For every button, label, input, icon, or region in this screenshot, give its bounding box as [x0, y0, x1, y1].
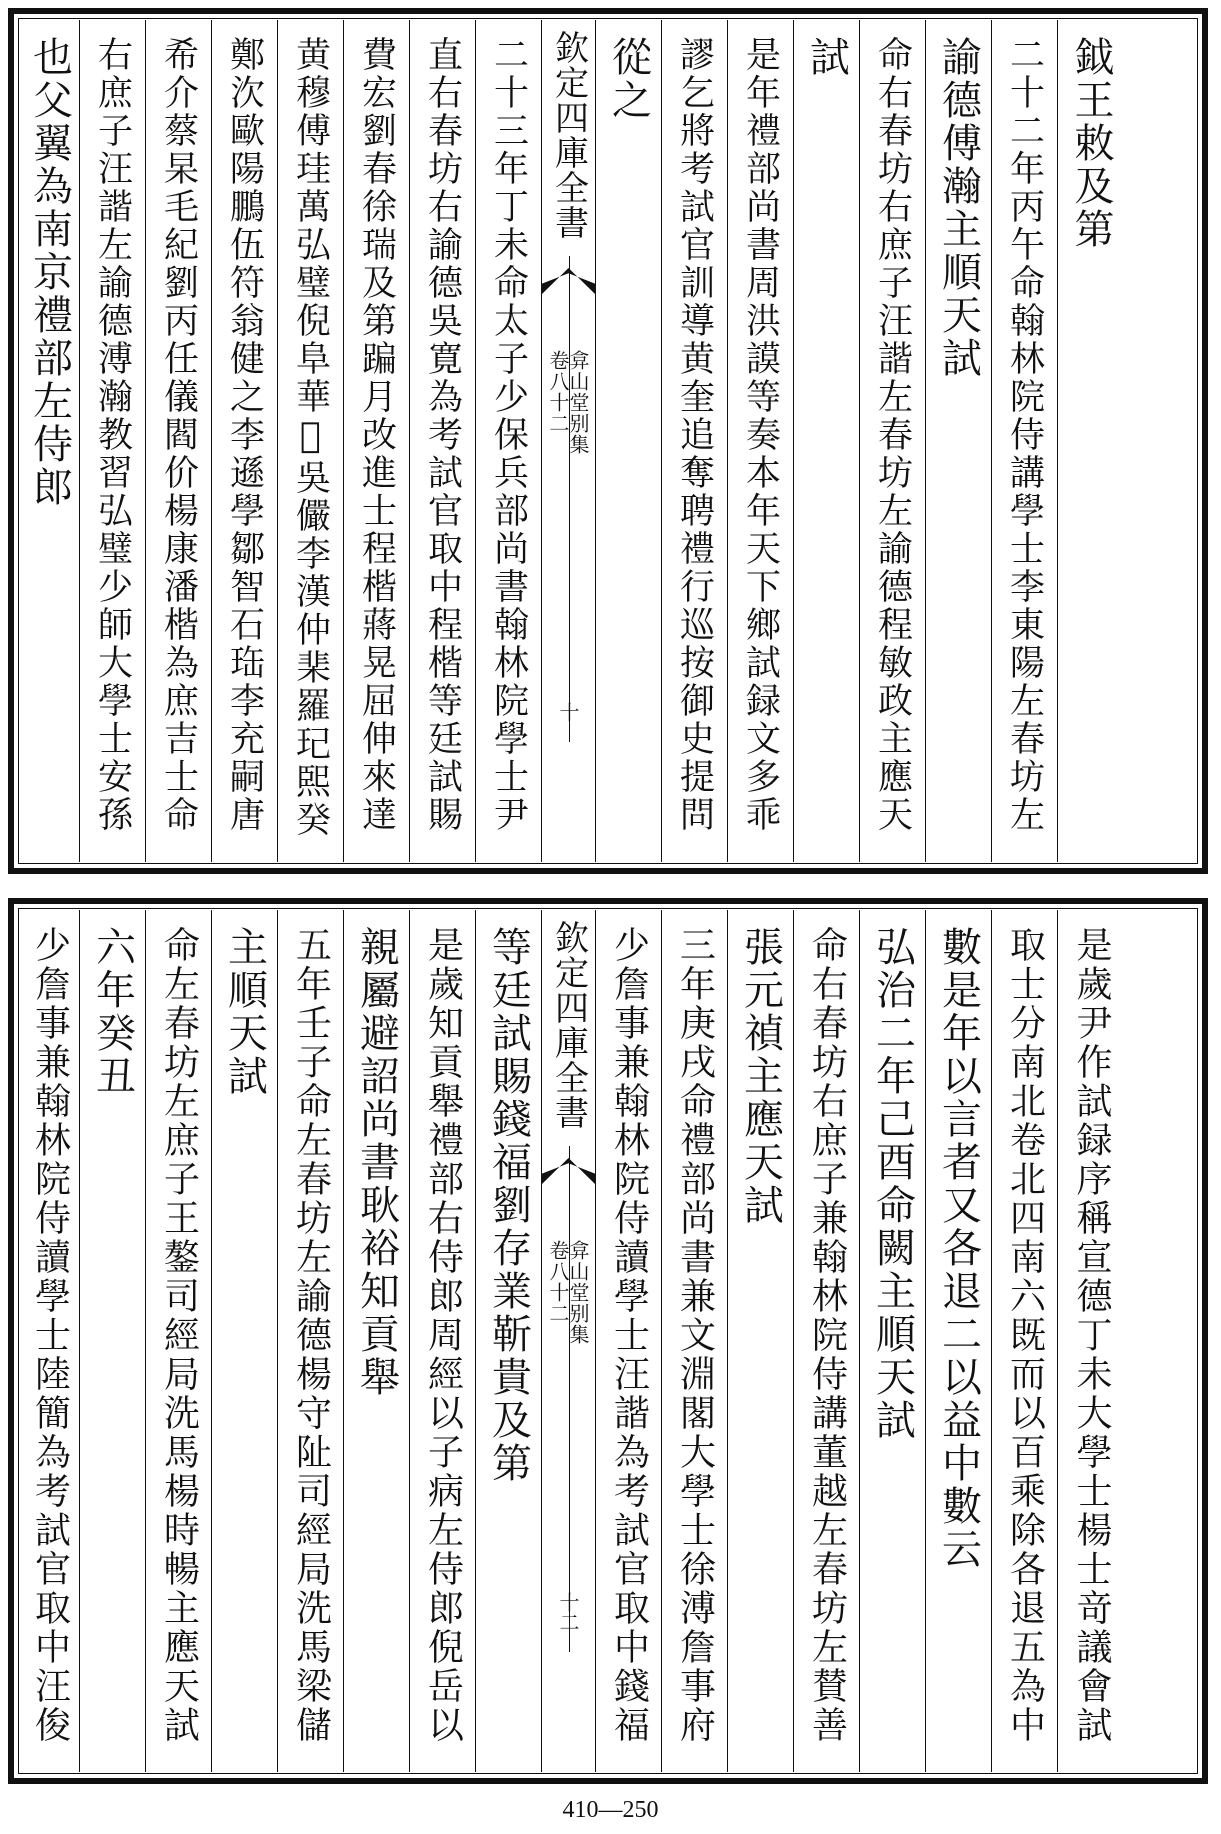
text-column	[476, 910, 542, 1772]
column-text: 希介蔡杲毛紀劉丙任儀閻价楊康潘楷為庶吉士命	[158, 36, 199, 834]
column-text: 數是年以言者又各退二以益中數云	[935, 926, 982, 1571]
text-column	[860, 20, 926, 862]
text-column	[80, 910, 146, 1772]
text-column	[344, 910, 410, 1772]
column-text: 張元禎主應天試	[737, 926, 784, 1227]
spine-book-title: 弇山堂别集	[566, 350, 590, 455]
spine-center-line	[569, 1146, 570, 1652]
text-column	[1058, 20, 1124, 862]
column-text: 二十二年丙午命翰林院侍講學士李東陽左春坊左	[1004, 36, 1045, 834]
spine-page-number: 十二	[556, 1592, 580, 1632]
column-text: 謬乞將考試官訓導黄奎追奪聘禮行巡按御史提問	[674, 36, 715, 834]
text-column	[212, 910, 278, 1772]
column-text: 右庶子汪諧左諭德溥瀚教習弘璧少師大學士安孫	[92, 36, 133, 834]
bottom-page-panel	[8, 898, 1208, 1784]
text-column	[662, 20, 728, 862]
column-text: 黄穆傅珪萬弘璧倪阜華𦒿吳儼李漢仲棐羅玘𤋮癸	[290, 36, 331, 839]
text-column	[992, 20, 1058, 862]
text-column	[278, 20, 344, 862]
text-column	[728, 910, 794, 1772]
text-column	[794, 20, 860, 862]
top-page-panel	[8, 8, 1208, 874]
center-spine	[542, 20, 596, 862]
column-text: 鉞王敕及第	[1068, 36, 1114, 251]
text-column	[278, 910, 344, 1772]
column-text: 命右春坊右庶子汪諧左春坊左諭德程敏政主應天	[872, 36, 913, 834]
text-column	[410, 910, 476, 1772]
column-text: 是歲尹作試録序稱宣德丁未大學士楊士竒議會試	[1071, 926, 1112, 1745]
text-column	[476, 20, 542, 862]
spine-volume: 卷八十二	[546, 1240, 570, 1324]
spine-title: 欽定四庫全書	[548, 920, 589, 1130]
column-text: 命左春坊左庶子王鏊司經局洗馬楊時暢主應天試	[158, 926, 200, 1745]
center-spine	[542, 910, 596, 1772]
spine-center-line	[569, 256, 570, 742]
text-column	[992, 910, 1058, 1772]
column-text: 命右春坊右庶子兼翰林院侍講董越左春坊左賛善	[806, 926, 848, 1745]
spine-book-title: 弇山堂别集	[566, 1240, 590, 1345]
column-text: 三年庚戌命禮部尚書兼文淵閣大學士徐溥詹事府	[674, 926, 716, 1745]
column-text: 少詹事兼翰林院侍讀學士陸簡為考試官取中汪俊	[29, 926, 71, 1745]
column-text: 費宏劉春徐瑞及第蹁月改進士程楷蔣晃屈伸來達	[356, 36, 397, 834]
column-text: 主順天試	[221, 926, 268, 1098]
text-column	[80, 20, 146, 862]
column-text: 直右春坊右諭德吳寛為考試官取中程楷等廷試賜	[422, 36, 463, 834]
column-text: 二十三年丁未命太子少保兵部尚書翰林院學士尹	[488, 36, 529, 834]
text-column	[596, 20, 662, 862]
column-text: 諭德傅瀚主順天試	[935, 36, 982, 380]
spine-page-number: 十	[556, 702, 580, 722]
column-text: 鄭㳄歐陽鵬伍符翁健之李遜學鄒智石珤李充嗣唐	[224, 36, 265, 834]
spine-volume: 卷八十二	[546, 350, 570, 434]
column-text: 是年禮部尚書周洪謨等奏本年天下鄉試録文多乖	[740, 36, 781, 834]
text-column	[926, 910, 992, 1772]
text-column	[860, 910, 926, 1772]
text-column	[1058, 910, 1124, 1772]
column-text: 也父翼為南京禮部左侍郎	[26, 36, 73, 509]
text-column	[20, 910, 80, 1772]
text-column	[410, 20, 476, 862]
text-column	[794, 910, 860, 1772]
column-text: 等廷試賜錢福劉存業靳貴及第	[485, 926, 532, 1485]
column-text: 取士分南北卷北四南六既而以百乘除各退五為中	[1004, 926, 1046, 1745]
column-text: 試	[803, 36, 850, 79]
column-text: 少詹事兼翰林院侍讀學士汪諧為考試官取中錢福	[608, 926, 650, 1745]
column-text: 是歲知貢舉禮部右侍郎周經以子病左侍郎倪岳以	[422, 926, 464, 1745]
column-text: 弘治二年己酉命闕主順天試	[869, 926, 916, 1442]
page-number: 410—250	[562, 1797, 659, 1823]
column-text: 五年壬子命左春坊左諭德楊守阯司經局洗馬梁儲	[290, 926, 332, 1745]
column-text: 六年癸丑	[89, 926, 136, 1098]
text-column	[146, 20, 212, 862]
text-column	[728, 20, 794, 862]
text-column	[926, 20, 992, 862]
text-column	[212, 20, 278, 862]
column-text: 親屬避詔尚書耿裕知貢舉	[353, 926, 400, 1399]
text-column	[344, 20, 410, 862]
spine-title: 欽定四庫全書	[548, 30, 589, 240]
text-column	[596, 910, 662, 1772]
text-column	[146, 910, 212, 1772]
text-column	[662, 910, 728, 1772]
text-column	[20, 20, 80, 862]
column-text: 從之	[605, 36, 652, 122]
